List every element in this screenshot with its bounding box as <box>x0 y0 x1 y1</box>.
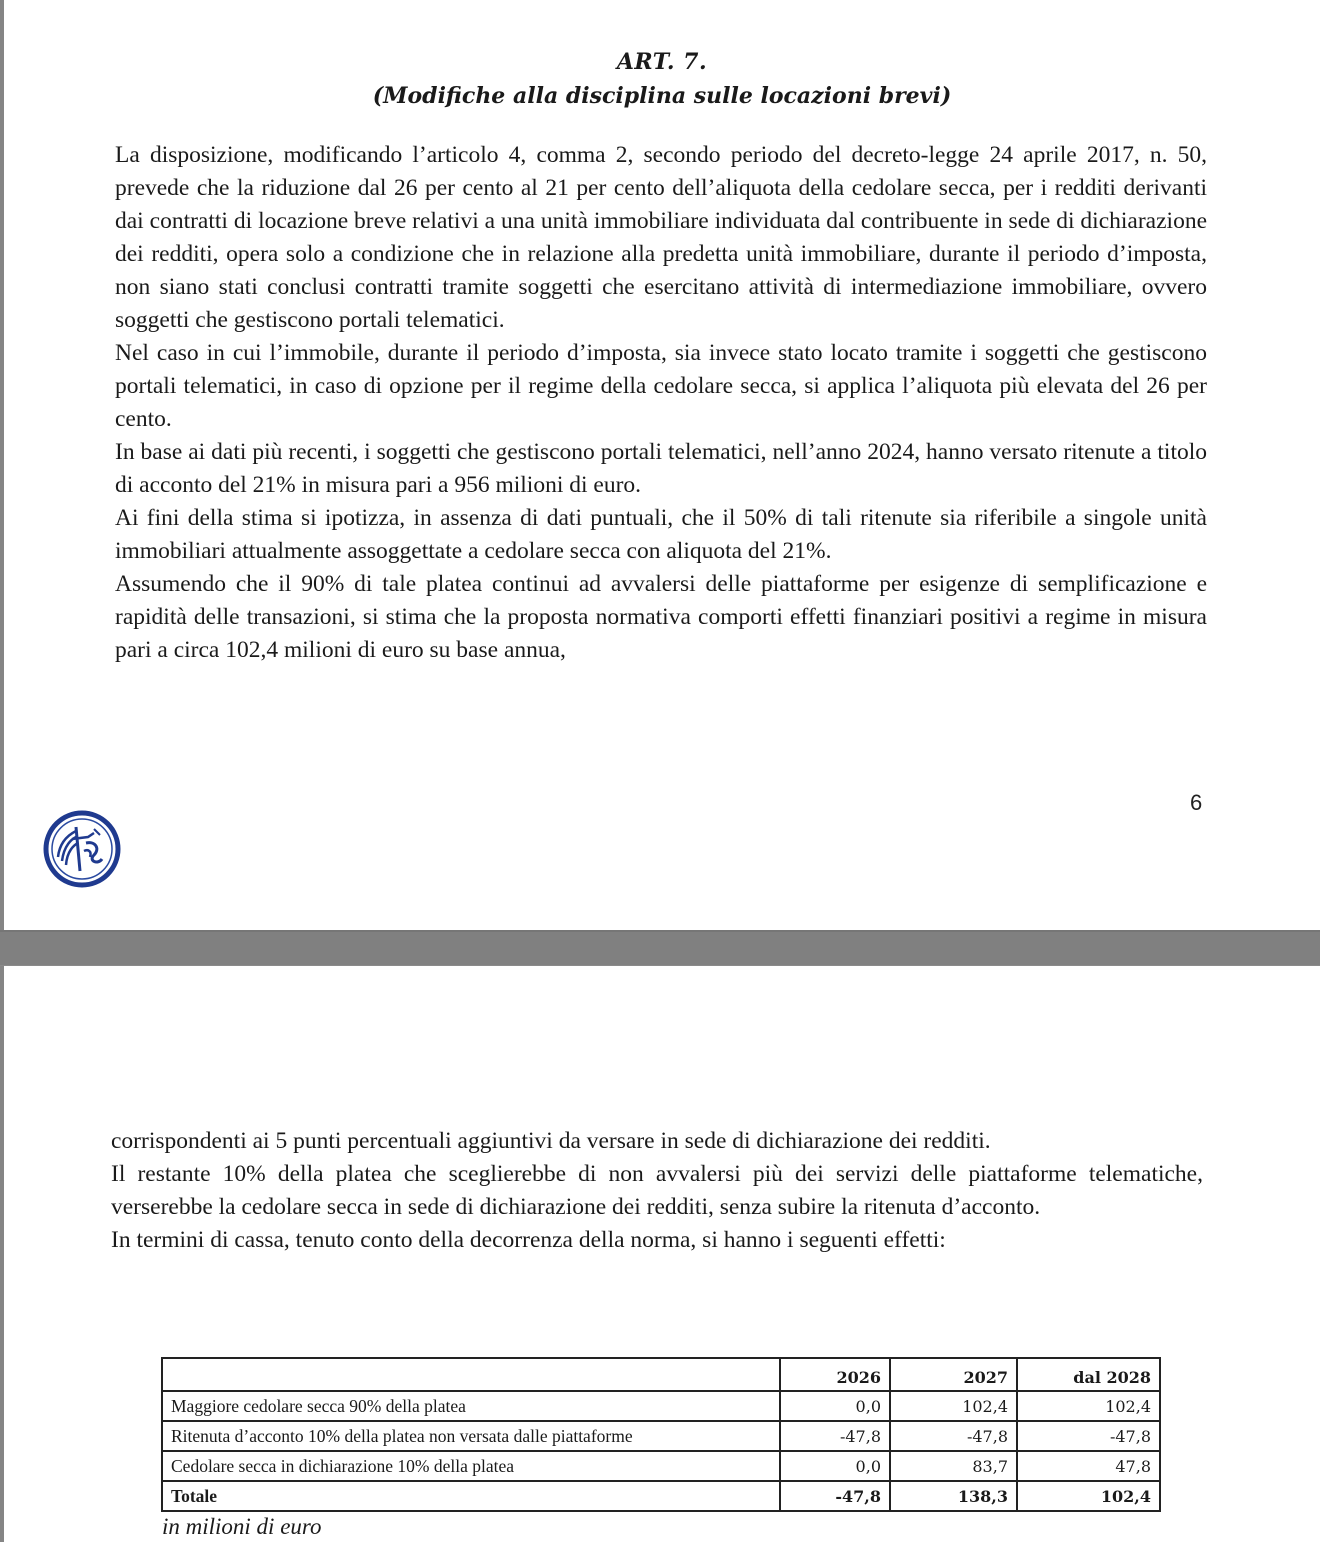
paragraph: Ai fini della stima si ipotizza, in assenza di dati puntuali, che il 50% di tali ritenute sia riferibile a singole unità immobiliari attualmente assoggettate a cedolare secca con aliquota del 21%. <box>115 505 1207 564</box>
table-header-2027: 2027 <box>890 1358 1017 1391</box>
cell-2027: 83,7 <box>890 1451 1017 1481</box>
table-header-empty <box>162 1358 780 1391</box>
cell-dal-2028: -47,8 <box>1017 1421 1160 1451</box>
cell-dal-2028: 47,8 <box>1017 1451 1160 1481</box>
row-label: Maggiore cedolare secca 90% della platea <box>162 1391 780 1421</box>
total-label: Totale <box>162 1481 780 1511</box>
article-body <box>115 139 1207 667</box>
table-header-dal-2028: dal 2028 <box>1017 1358 1160 1391</box>
cell-2026: 0,0 <box>780 1391 890 1421</box>
institutional-seal-logo-icon <box>42 809 122 889</box>
row-label: Ritenuta d’acconto 10% della platea non versata dalle piattaforme <box>162 1421 780 1451</box>
table-row <box>162 1421 1160 1451</box>
page-separator <box>0 930 1320 966</box>
paragraph: In base ai dati più recenti, i soggetti che gestiscono portali telematici, nell’anno 2024, hanno versato ritenute a titolo di acconto del 21% in misura pari a 956 milioni di euro. <box>115 439 1207 498</box>
paragraph: Nel caso in cui l’immobile, durante il periodo d’imposta, sia invece stato locato tramite i soggetti che gestiscono portali telematici, in caso di opzione per il regime della cedolare secca, si applica l’aliquota più elevata del 26 per cento. <box>115 340 1207 432</box>
table-row <box>162 1391 1160 1421</box>
article-title: ART. 7. <box>616 49 708 75</box>
cell-2026: 0,0 <box>780 1451 890 1481</box>
page-number: 6 <box>1190 790 1203 815</box>
paragraph: Il restante 10% della platea che sceglierebbe di non avvalersi più dei servizi delle piattaforme telematiche, verserebbe la cedolare secca in sede di dichiarazione dei redditi, senza subire la ritenuta d’acconto. <box>111 1161 1203 1220</box>
table-total-row <box>162 1481 1160 1511</box>
document-page-6 <box>4 0 1320 930</box>
cell-2027: -47,8 <box>890 1421 1017 1451</box>
financial-effects-table <box>161 1357 1161 1512</box>
total-dal-2028: 102,4 <box>1017 1481 1160 1511</box>
table-header-2026: 2026 <box>780 1358 890 1391</box>
total-2027: 138,3 <box>890 1481 1017 1511</box>
cell-2027: 102,4 <box>890 1391 1017 1421</box>
paragraph: Assumendo che il 90% di tale platea continui ad avvalersi delle piattaforme per esigenze di semplificazione e rapidità delle transazioni, si stima che la proposta normativa comporti effetti finanziari positivi a regime in misura pari a circa 102,4 milioni di euro su base annua, <box>115 571 1207 663</box>
table-unit-note: in milioni di euro <box>162 1514 322 1539</box>
paragraph: In termini di cassa, tenuto conto della decorrenza della norma, si hanno i seguenti effetti: <box>111 1227 946 1253</box>
paragraph: La disposizione, modificando l’articolo 4, comma 2, secondo periodo del decreto-legge 24 aprile 2017, n. 50, prevede che la riduzione dal 26 per cento al 21 per cento dell’aliquota della cedolare secca, per i redditi derivanti dai contratti di locazione breve relativi a una unità immobiliare individuata dal contribuente in sede di dichiarazione dei redditi, opera solo a condizione che in relazione alla predetta unità immobiliare, durante il periodo d’imposta, non siano stati conclusi contratti tramite soggetti che esercitano attività di intermediazione immobiliare, ovvero soggetti che gestiscono portali telematici. <box>115 142 1207 333</box>
cell-dal-2028: 102,4 <box>1017 1391 1160 1421</box>
paragraph: corrispondenti ai 5 punti percentuali aggiuntivi da versare in sede di dichiarazione dei redditi. <box>111 1128 991 1154</box>
total-2026: -47,8 <box>780 1481 890 1511</box>
table-header-row <box>162 1358 1160 1391</box>
table-row <box>162 1451 1160 1481</box>
article-subtitle: (Modifiche alla disciplina sulle locazioni brevi) <box>372 83 952 109</box>
row-label: Cedolare secca in dichiarazione 10% della platea <box>162 1451 780 1481</box>
cell-2026: -47,8 <box>780 1421 890 1451</box>
article-body-continued <box>111 1125 1203 1257</box>
